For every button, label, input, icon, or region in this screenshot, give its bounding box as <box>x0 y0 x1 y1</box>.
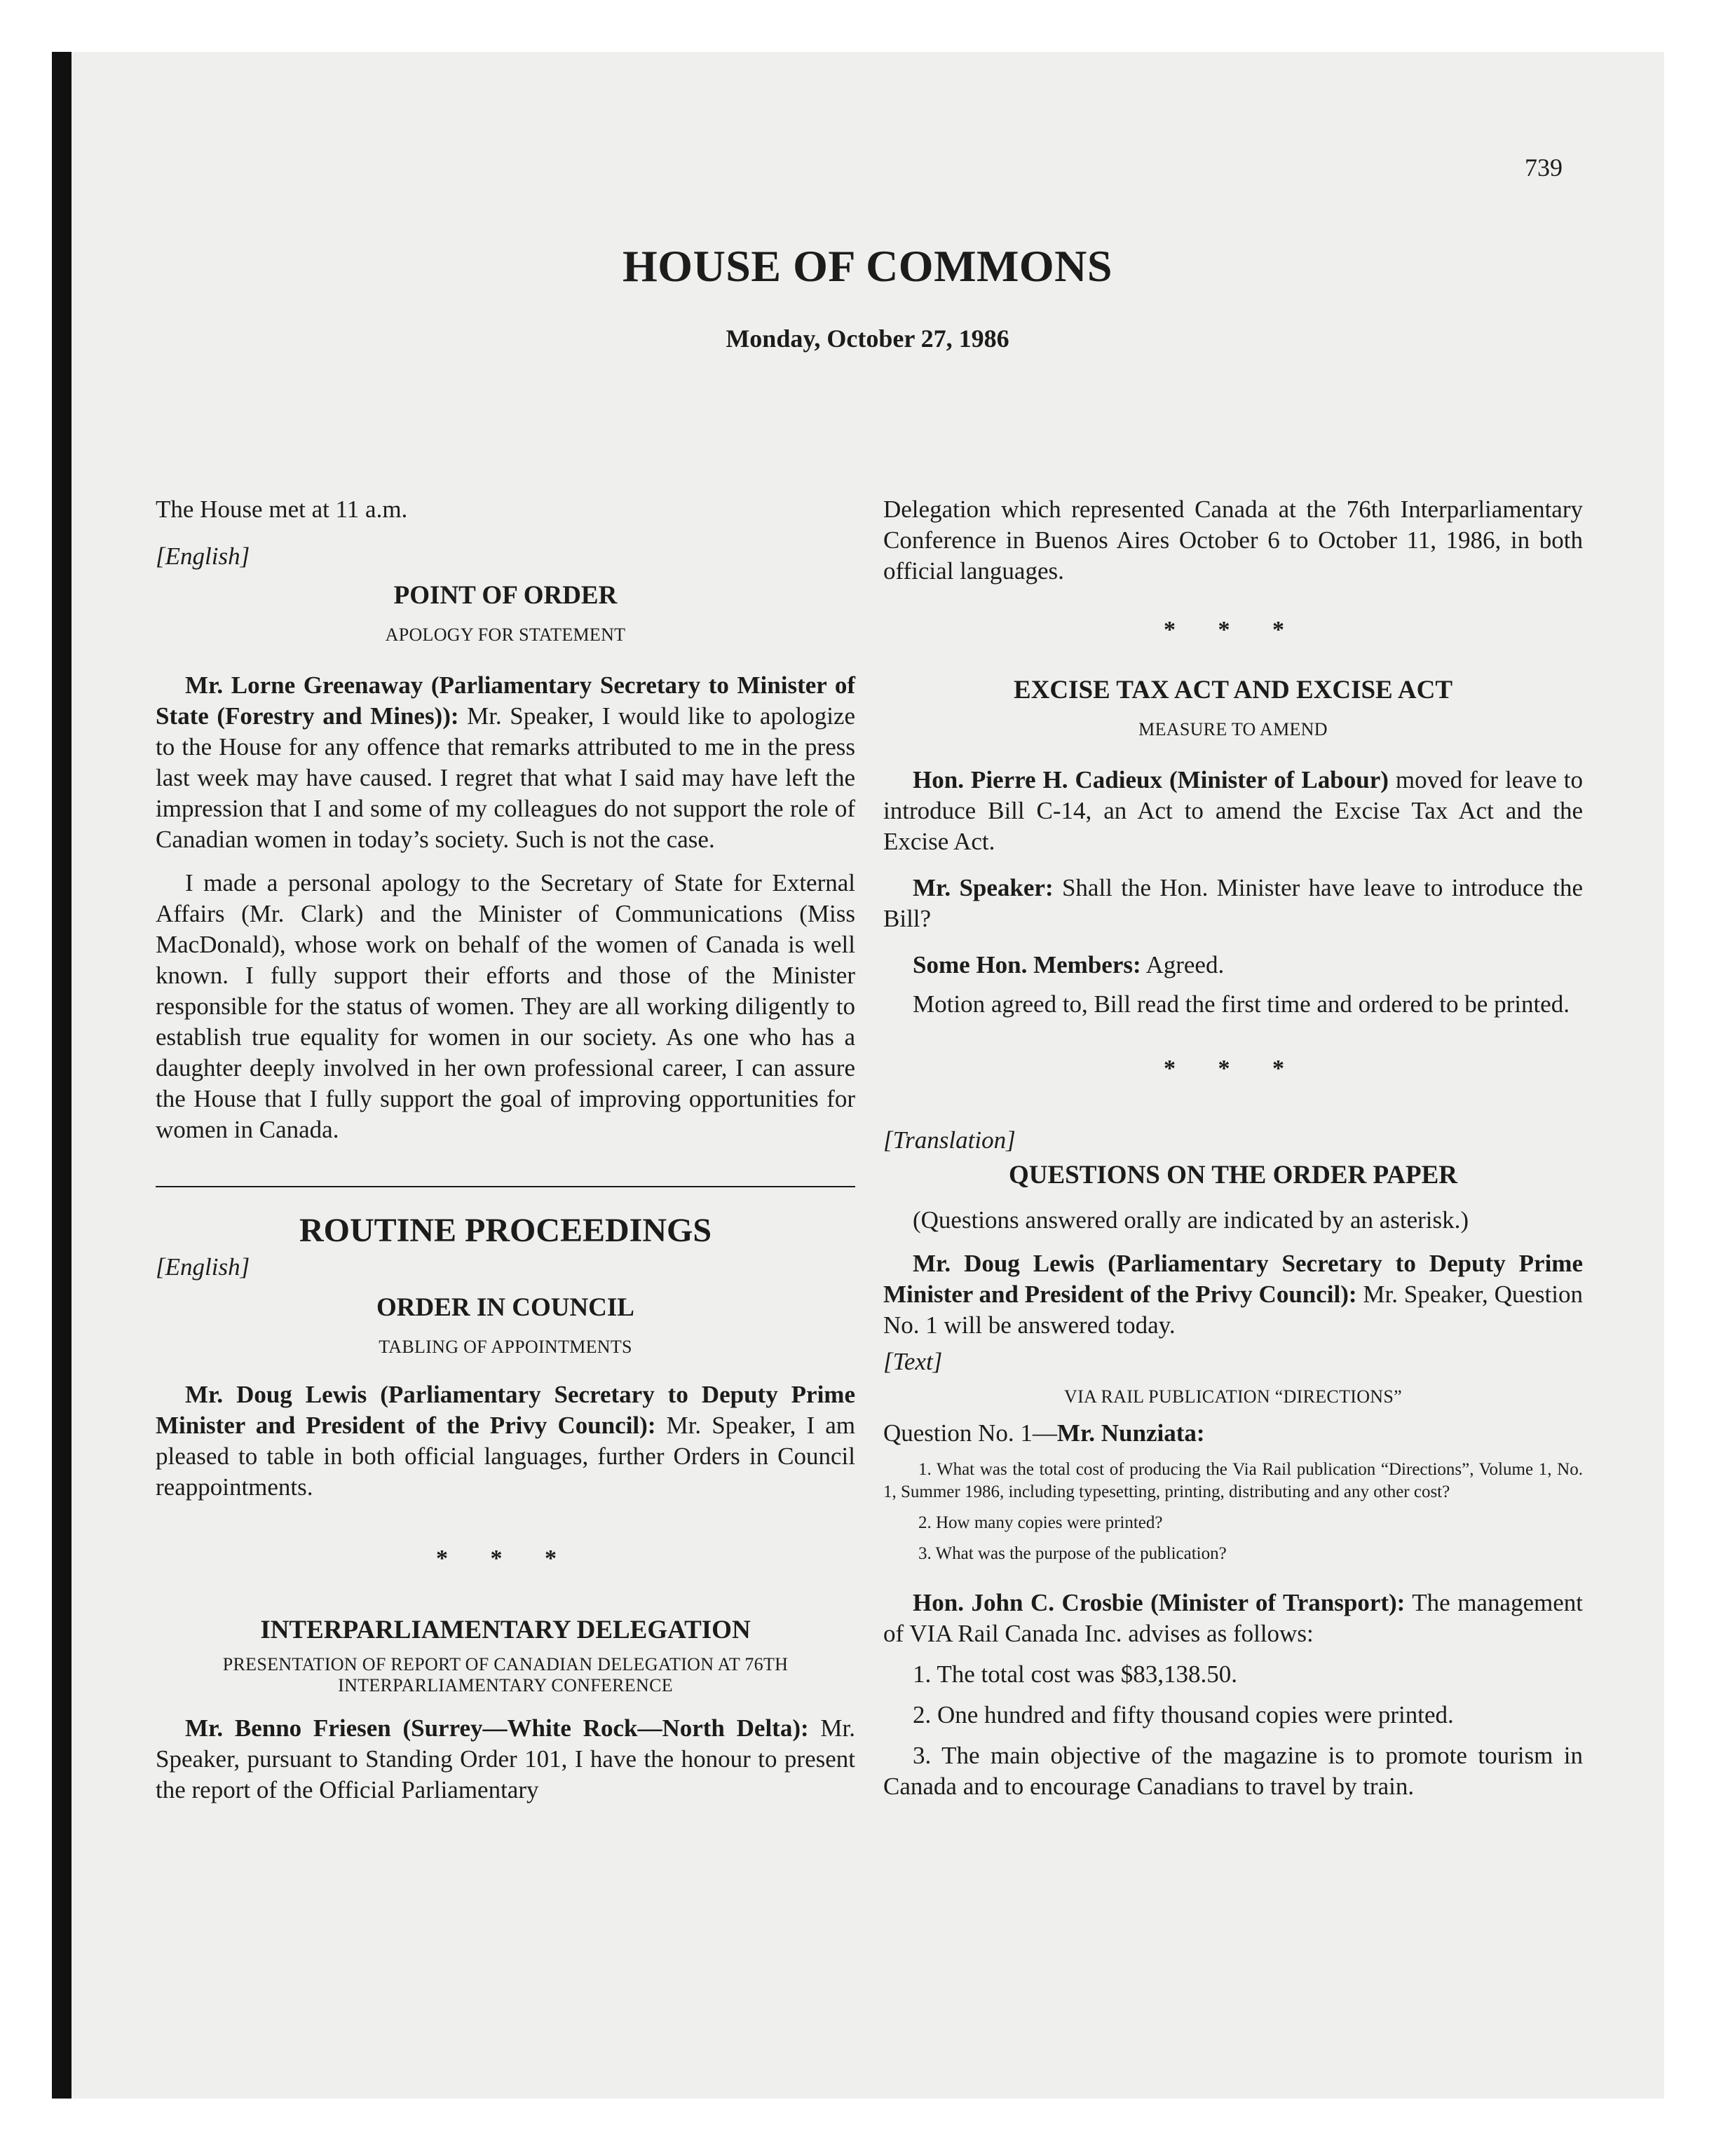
speech-paragraph <box>156 1713 855 1806</box>
speech-paragraph <box>883 1588 1583 1649</box>
speech-paragraph <box>883 1248 1583 1341</box>
speech-paragraph <box>156 670 855 855</box>
speaker-name: Mr. Benno Friesen (Surrey—White Rock—North Delta): <box>185 1714 809 1742</box>
page-number: 739 <box>1525 153 1563 182</box>
question-line <box>883 1418 1583 1449</box>
speech-paragraph <box>883 873 1583 934</box>
speaker-name: Hon. John C. Crosbie (Minister of Transport): <box>913 1589 1406 1616</box>
answer-item: 2. One hundred and fifty thousand copies were printed. <box>913 1701 1454 1728</box>
binding-edge <box>52 52 72 2099</box>
speech-paragraph: I made a personal apology to the Secretary of State for External Affairs (Mr. Clark) and the Minister of Communications (Miss MacDonald), whose work on behalf of the women of Canada is well known. I fully support their efforts and those of the Minister responsible for the status of women. They are all working diligently to establish true equality for women in our society. As one who has a daughter deeply involved in her own professional career, I can assure the House that I fully support the goal of improving opportunities for women in Canada. <box>156 869 855 1143</box>
answer-item: 3. The main objective of the magazine is to promote tourism in Canada and to encourage Canadians to travel by train. <box>883 1742 1583 1800</box>
section-heading: EXCISE TAX ACT AND EXCISE ACT <box>1013 676 1453 704</box>
motion-paragraph: Motion agreed to, Bill read the first time and ordered to be printed. <box>913 990 1570 1018</box>
section-heading: INTERPARLIAMENTARY DELEGATION <box>260 1616 751 1644</box>
speaker-name: Hon. Pierre H. Cadieux (Minister of Labour) <box>913 766 1389 793</box>
section-heading: ROUTINE PROCEEDINGS <box>299 1212 712 1249</box>
speech-text: Mr. Speaker, I would like to apologize to the House for any offence that remarks attributed to me in the press last week may have caused. I regret that what I said may have left the impression that I and some of my colleagues do not support the role of Canadian women in today’s society. Such is not the case. <box>156 702 855 853</box>
section-subheading: PRESENTATION OF REPORT OF CANADIAN DELEGATION AT 76TH INTERPARLIAMENTARY CONFERENCE <box>222 1654 789 1696</box>
right-column <box>883 494 1583 1802</box>
speech-text: Mr. Speaker, I am pleased to table in both official languages, further Orders in Council reappointments. <box>156 1412 855 1501</box>
language-tag: [Translation] <box>883 1126 1016 1154</box>
speaker-name: Some Hon. Members: <box>913 951 1141 978</box>
answer-item: 1. The total cost was $83,138.50. <box>913 1660 1238 1688</box>
speaker-name: Mr. Lorne Greenaway (Parliamentary Secretary to Minister of State (Forestry and Mines)): <box>156 671 855 730</box>
speaker-name: Mr. Nunziata: <box>1056 1419 1205 1447</box>
section-divider <box>156 1186 855 1187</box>
speaker-name: Mr. Doug Lewis (Parliamentary Secretary to Deputy Prime Minister and President of the Privy Council): <box>883 1250 1583 1308</box>
section-subheading: TABLING OF APPOINTMENTS <box>379 1337 632 1357</box>
speech-text: Mr. Speaker, pursuant to Standing Order 101, I have the honour to present the report of the Official Parliamentary <box>156 1714 855 1803</box>
page-title: HOUSE OF COMMONS <box>622 241 1113 291</box>
question-item: 3. What was the purpose of the publication? <box>918 1544 1227 1563</box>
language-tag: [Text] <box>883 1348 943 1375</box>
question-item: 2. How many copies were printed? <box>918 1513 1163 1532</box>
question-item: 1. What was the total cost of producing the Via Rail publication “Directions”, Volume 1, No. 1, Summer 1986, including typesetting, printing, distributing and any other cost? <box>883 1460 1583 1501</box>
speech-text: moved for leave to introduce Bill C-14, an Act to amend the Excise Tax Act and the Excise Act. <box>883 766 1583 855</box>
speech-paragraph <box>883 950 1583 981</box>
section-subheading: APOLOGY FOR STATEMENT <box>385 625 626 645</box>
house-met-line: The House met at 11 a.m. <box>156 496 408 523</box>
speech-paragraph <box>883 765 1583 857</box>
speech-paragraph <box>156 1379 855 1503</box>
language-tag: [English] <box>156 543 250 570</box>
section-heading: QUESTIONS ON THE ORDER PAPER <box>1008 1161 1458 1189</box>
speech-text: The management of VIA Rail Canada Inc. advises as follows: <box>883 1589 1583 1647</box>
speech-text: Mr. Speaker, Question No. 1 will be answered today. <box>883 1281 1583 1339</box>
section-heading: POINT OF ORDER <box>393 581 618 610</box>
questions-note: (Questions answered orally are indicated by an asterisk.) <box>913 1206 1469 1234</box>
section-separator: * * * <box>436 1546 575 1571</box>
speech-text: Agreed. <box>1141 951 1225 978</box>
speech-text: Shall the Hon. Minister have leave to introduce the Bill? <box>883 874 1584 932</box>
question-number: Question No. 1— <box>883 1419 1057 1447</box>
section-separator: * * * <box>1164 617 1302 643</box>
section-heading: ORDER IN COUNCIL <box>376 1293 634 1322</box>
sitting-date: Monday, October 27, 1986 <box>726 325 1009 353</box>
section-subheading: VIA RAIL PUBLICATION “DIRECTIONS” <box>1064 1386 1402 1407</box>
language-tag: [English] <box>156 1253 250 1281</box>
left-column <box>156 494 855 1806</box>
speaker-name: Mr. Speaker: <box>913 874 1054 901</box>
section-subheading: MEASURE TO AMEND <box>1138 719 1328 739</box>
speaker-name: Mr. Doug Lewis (Parliamentary Secretary to Deputy Prime Minister and President of the Privy Council): <box>156 1381 855 1439</box>
speech-paragraph: Delegation which represented Canada at the 76th Interparliamentary Conference in Buenos Aires October 6 to October 11, 1986, in both official languages. <box>883 496 1583 585</box>
section-separator: * * * <box>1164 1056 1302 1082</box>
